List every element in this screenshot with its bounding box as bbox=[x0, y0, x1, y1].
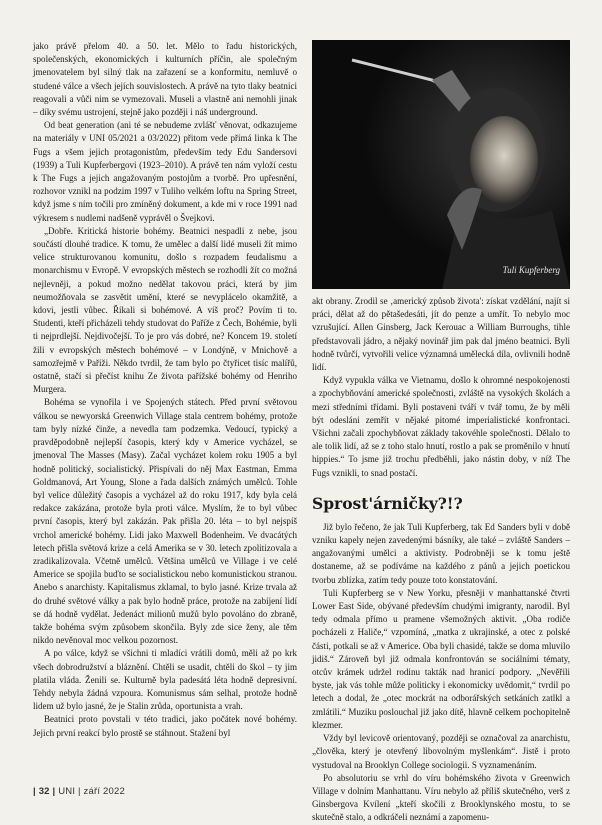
paragraph: jako právě přelom 40. a 50. let. Mělo to řadu historických, společenských, ekonomických i kulturních příčin, ale společným jmenovatelem byl silný tlak na zařazení se a konformitu, nemluvě o studené válce a všech jejích souvislostech. A právě na tyto tlaky beatnici reagovali a vůči nim se vymezovali. Museli a vlastně ani nemohli jinak – díky svému ustrojení, stejně jako později i náš underground. bbox=[33, 41, 297, 118]
paragraph: akt obrany. Zrodil se ‚americký způsob života': získat vzdělání, najít si práci, dělat až do pětašedesáti, jít do penze a umřít. To nebylo moc vzrušující. Allen Ginsberg, Jack Kerouac a William Burroughs, tihle představovali jádro, a nějaký novinář jim pak dal jméno beatnici. Byli hodně tvůrčí, vytvořili velice významná umělecká díla, ovlivnili hodně lidí. bbox=[312, 296, 570, 373]
photo-tuli-kupferberg bbox=[312, 40, 570, 289]
photo-image bbox=[312, 40, 570, 289]
paragraph: Když vypukla válka ve Vietnamu, došlo k ohromné nespokojenosti a zpochybňování americké společnosti, zvláště na vysokých školách a mezi středními třídami. Byli postaveni tváří v tvář tomu, že by měli být odesláni zemřít v nějaké pitomé imperialistické konfrontaci. Všichni začali zpochybňovat základy takovéhle společnosti. Dělalo to ale tolik lidí, až se z toho stalo hnutí, rostlo a pak se proměnilo v hnutí hippies.“ To jsme již trochu předběhli, jako nástin doby, v níž The Fugs vznikli, to snad postačí. bbox=[312, 375, 570, 478]
paragraph: „Dobře. Kritická historie bohémy. Beatnici nespadli z nebe, jsou součástí dlouhé tradice. K tomu, že umělec a další lidé museli žít mimo velice strukturovanou komunitu, došlo s rozpadem feudalismu a monarchismu v Evropě. V evropských městech se rozhodli žít co možná nejlevněji, a pokud možno nedělat takovou práci, která by jim neumožňovala se zasvětit umění, které se nevyplácelo okamžitě, a kdovi, jestli vůbec. Říkali si bohémové. A víš proč? Povím ti to. Studenti, kteří přicházeli tehdy studovat do Paříže z Čech, Bohémie, byli ti nejprdlejší. Nejdivočejší. To je pro vás dobré, ne? Koncem 19. století žili v evropských městech bohémové – v Londýně, v Mnichově a samozřejmě v Paříži. Někdo tvrdil, že tam bylo po čtyřicet tisíc malířů, ostatně, stačí si přečíst knihu Ze života pařížské bohémy od Henriho Murgera. bbox=[33, 225, 297, 395]
paragraph: Vždy byl levicově orientovaný, později se označoval za anarchistu, „člověka, který je otevřený libovolným myšlenkám“. Jistě i proto vystudoval na Brooklyn College sociologii. S vyznamenáním. bbox=[312, 733, 570, 770]
photo-caption: Tuli Kupferberg bbox=[502, 265, 560, 275]
paragraph: Již bylo řečeno, že jak Tuli Kupferberg, tak Ed Sanders byli v době vzniku kapely nejen zavedenými básníky, ale také – zvláště Sanders – angažovanými umělci a aktivisty. Podrobněji se k tomu ještě dostaneme, až se podíváme na každého z pánů a jejich poetickou tvorbu zblízka, zatím tedy pouze toto konstatování. bbox=[312, 521, 570, 585]
page-footer bbox=[33, 786, 125, 797]
page-number: | 32 | bbox=[33, 786, 56, 797]
paragraph: Od beat generation (ani té se nebudeme zvlášť věnovat, odkazujeme na materiály v UNI 05/2021 a 03/2022) přitom vede přímá linka k The Fugs a všem jejich protagonistům, především tedy Edu Sandersovi (1939) a Tuli Kupferbergovi (1923–2010). A právě ten nám vyloží cestu k The Fugs a jejich angažovaným postojům a tvorbě. Pro upřesnění, rozhovor vznikl na podzim 1997 v Tuliho velkém loftu na Spring Street, když jsme s ním točili pro zmíněný dokument, a kde mi v roce 1991 nad výkresem s nudlemi nadšeně vyprávěl o Švejkovi. bbox=[33, 120, 297, 223]
left-column bbox=[33, 40, 297, 740]
paragraph: Bohéma se vynořila i ve Spojených státech. Před první světovou válkou se newyorská Greenwich Village stala centrem bohémy, protože tam byly nízké činže, a nevedla tam podzemka. Vedoucí, typický a pravděpodobně nejlepší časopis, který kdy v Americe vycházel, se jmenoval The Masses (Masy). Začal vycházet kolem roku 1905 a byl hodně politický, socialistický. Přispívali do něj Max Eastman, Emma Goldmanová, Art Young, Slone a řada dalších známých umělců. Tohle byl velice důležitý časopis a vycházel až do roku 1917, kdy byla celá redakce zakázána, protože byla proti válce. Myslím, že to byl vůbec první časopis, který byl zakázán. Pak přišla 20. léta – to byl nejspíš vrchol americké bohémy. Lidi jako Maxwell Bodenheim. Ve dvacátých letech přišla světová krize a celá Amerika se v 30. letech zpolitizovala a zradikalizovala. Včetně umělců. Většina umělců ve Village i ve celé Americe se spojila buďto se socialistickou nebo komunistickou stranou. Anebo s anarchisty. Kapitalismus zklamal, to bylo jasné. Krize trvala až do druhé světové války a pak bylo hodně práce, protože na zabíjení lidí se dá hodně vydělat. Jedenáct milionů mužů bylo povoláno do zbraně, takže bohéma svým způsobem skončila. Byly zde sice ženy, ale těm nikdo nevěnoval moc velkou pozornost. bbox=[33, 397, 297, 646]
paragraph: Beatnici proto povstali v této tradici, jako počátek nové bohémy. Jejich první reakcí bylo prostě se stáhnout. Stažení byl bbox=[33, 714, 297, 738]
issue-label: UNI | září 2022 bbox=[58, 786, 125, 797]
paragraph: Po absolutoriu se vrhl do víru bohémského života v Greenwich Village v dolním Manhattanu. Víru nebylo až příliš skutečného, verš z Ginsbergova Kvílení „kteří skočili z Brooklynského mostu, to se skutečně stalo, a odkráčeli neznámí a zapomenu- bbox=[312, 772, 570, 823]
section-heading: Sprost'árničky?!? bbox=[312, 493, 463, 513]
paragraph: Tuli Kupferberg se v New Yorku, přesněji v manhattanské čtvrti Lower East Side, obývané především chudými imigranty, narodil. Byl tedy odmala přímo u pramene všemožných aktivit. „Oba rodiče pocházeli z Haliče,“ vzpomíná, „matka z ukrajinské, a otec z polské části, potkali se až v Americe. Oba byli chasidé, takže se doma mluvilo jidiš.“ Zároveň byl již odmala konfrontován se sociálními tématy, otcův krámek udržel rodinu takták nad hranicí podpory. „Nevěřili byste, jak vás tohle může politicky i ekonomicky uvědomit,“ tvrdil po letech a dodal, že „otec mockrát na odborářských setkáních zatlkl a zmlátili.“ Muziku poslouchal již jako dítě, hlavně celkem pochopitelně klezmer. bbox=[312, 587, 570, 730]
right-column bbox=[312, 295, 570, 825]
paragraph: A po válce, když se všichni ti mladíci vrátili domů, měli až po krk všech dobrodružství a bláznění. Chtěli se usadit, chtěli do škol – ty jim platila vláda. Ženili se. Kulturně byla padesátá léta hodně depresivní. Tehdy nebyla žádná vzpoura. Komunismus sám selhal, protože hodně lidem už bylo jasné, že je Stalin zrůda, oportunista a vrah. bbox=[33, 648, 297, 712]
